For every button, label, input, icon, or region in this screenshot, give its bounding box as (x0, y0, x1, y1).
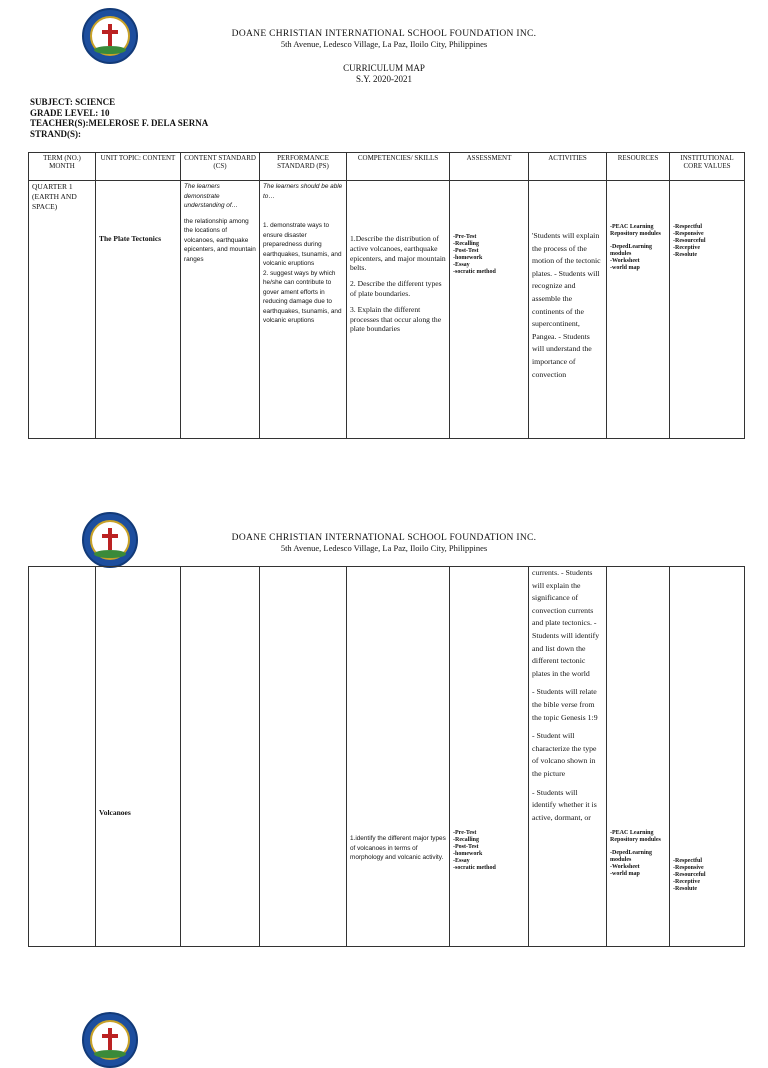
cs-cell (181, 567, 260, 947)
resources-cell (607, 181, 670, 439)
col-act: ACTIVITIES (529, 153, 607, 181)
comp-item: 2. Describe the different types of plate boundaries. (350, 279, 442, 298)
col-values: INSTITUTIONAL CORE VALUES (670, 153, 745, 181)
values-list: -Respectful -Responsive -Resourceful -Receptive -Resolute (673, 224, 706, 258)
values-cell (670, 567, 745, 947)
comp-item: 1.Describe the distribution of active volcanoes, earthquake epicenters, and major mountain belts. (350, 234, 446, 273)
term-cell (29, 567, 96, 947)
comp-item: 3. Explain the different processes that occur along the plate boundaries (350, 304, 442, 334)
resource-item: -PEAC Learning Repository modules (610, 224, 661, 237)
term-cell: QUARTER 1 (EARTH AND SPACE) (29, 181, 96, 439)
resource-list: -DepedLearning modules -Worksheet -world map (610, 850, 652, 877)
comp-cell (347, 567, 450, 947)
school-name: DOANE CHRISTIAN INTERNATIONAL SCHOOL FOUNDATION INC. (231, 29, 537, 39)
resource-item: -PEAC Learning Repository modules (610, 830, 661, 843)
assess-cell (450, 181, 529, 439)
table-row (29, 181, 745, 439)
strand-line: STRAND(S): (30, 128, 82, 139)
activity-text: - Students will relate the bible verse from the topic Genesis 1:9 (532, 687, 598, 722)
ps-intro: The learners should be able to… (263, 183, 343, 200)
school-year: S.Y. 2020-2021 (355, 74, 413, 84)
ps-cell (260, 567, 347, 947)
col-cs: CONTENT STANDARD (CS) (181, 153, 260, 181)
topic-cell: The Plate Tectonics (96, 181, 181, 439)
assess-list: -Pre-Test -Recalling -Post-Test -homework -Essay -socratic method (453, 234, 496, 275)
ps-item: 2. suggest ways by which he/she can contribute to gover ament efforts in reducing damage due to earthquakes, tsunamis, and volcanic eruptions (263, 269, 342, 324)
page-header (0, 29, 768, 49)
ps-item: 1. demonstrate ways to ensure disaster preparedness during earthquakes, tsunamis, and volcanic eruptions (263, 222, 342, 267)
activity-text: 'Students will explain the process of the motion of the tectonic plates. - Students will recognize and assemble the continents of the supercontinent, Pangea. - Students will understand the importance of convection (532, 231, 601, 379)
table-header-row (29, 153, 745, 181)
col-comp: COMPETENCIES/ SKILLS (347, 153, 450, 181)
doc-title: CURRICULUM MAP (343, 63, 425, 73)
activity-text: currents. - Students will explain the significance of convection currents and plate tectonics. - Students will identify and list down the different tectonic plates in the world (532, 568, 600, 678)
resource-list: -DepedLearning modules -Worksheet -world map (610, 244, 652, 271)
activities-cell (529, 181, 607, 439)
page-header (0, 533, 768, 553)
values-list: -Respectful -Responsive -Resourceful -Receptive -Resolute (673, 858, 706, 892)
teacher-line: TEACHER(S):MELEROSE F. DELA SERNA (30, 118, 209, 128)
curriculum-table-2 (28, 566, 745, 947)
comp-cell (347, 181, 450, 439)
cs-intro: The learners demonstrate understanding of… (184, 183, 239, 209)
table-row (29, 567, 745, 947)
col-ps: PERFORMANCE STANDARD (PS) (260, 153, 347, 181)
col-res: RESOURCES (607, 153, 670, 181)
school-name: DOANE CHRISTIAN INTERNATIONAL SCHOOL FOUNDATION INC. (231, 533, 537, 543)
activity-text: - Student will characterize the type of volcano shown in the picture (532, 731, 597, 778)
curriculum-table-1 (28, 152, 745, 439)
activities-cell (529, 567, 607, 947)
comp-item: 1.identify the different major types of volcanoes in terms of morphology and volcanic activity. (350, 835, 446, 861)
assess-list: -Pre-Test -Recalling -Post-Test -homework -Essay -socratic method (453, 830, 496, 871)
doc-title-block (0, 63, 768, 85)
school-address: 5th Avenue, Ledesco Village, La Paz, Iloilo City, Philippines (280, 39, 488, 49)
doc-meta (30, 97, 208, 139)
col-term: TERM (NO.) MONTH (29, 153, 96, 181)
subject-line: SUBJECT: SCIENCE (30, 97, 116, 107)
values-cell (670, 181, 745, 439)
topic-cell: Volcanoes (96, 567, 181, 947)
resources-cell (607, 567, 670, 947)
activity-text: - Students will identify whether it is active, dormant, or (532, 787, 597, 822)
cs-cell (181, 181, 260, 439)
grade-line: GRADE LEVEL: 10 (30, 107, 110, 118)
col-topic: UNIT TOPIC: CONTENT (96, 153, 181, 181)
ps-cell (260, 181, 347, 439)
assess-cell (450, 567, 529, 947)
school-address: 5th Avenue, Ledesco Village, La Paz, Iloilo City, Philippines (280, 543, 488, 553)
school-logo (82, 1012, 138, 1068)
cs-body: the relationship among the locations of volcanoes, earthquake epicenters, and mountain ranges (184, 217, 256, 263)
col-assess: ASSESSMENT (450, 153, 529, 181)
